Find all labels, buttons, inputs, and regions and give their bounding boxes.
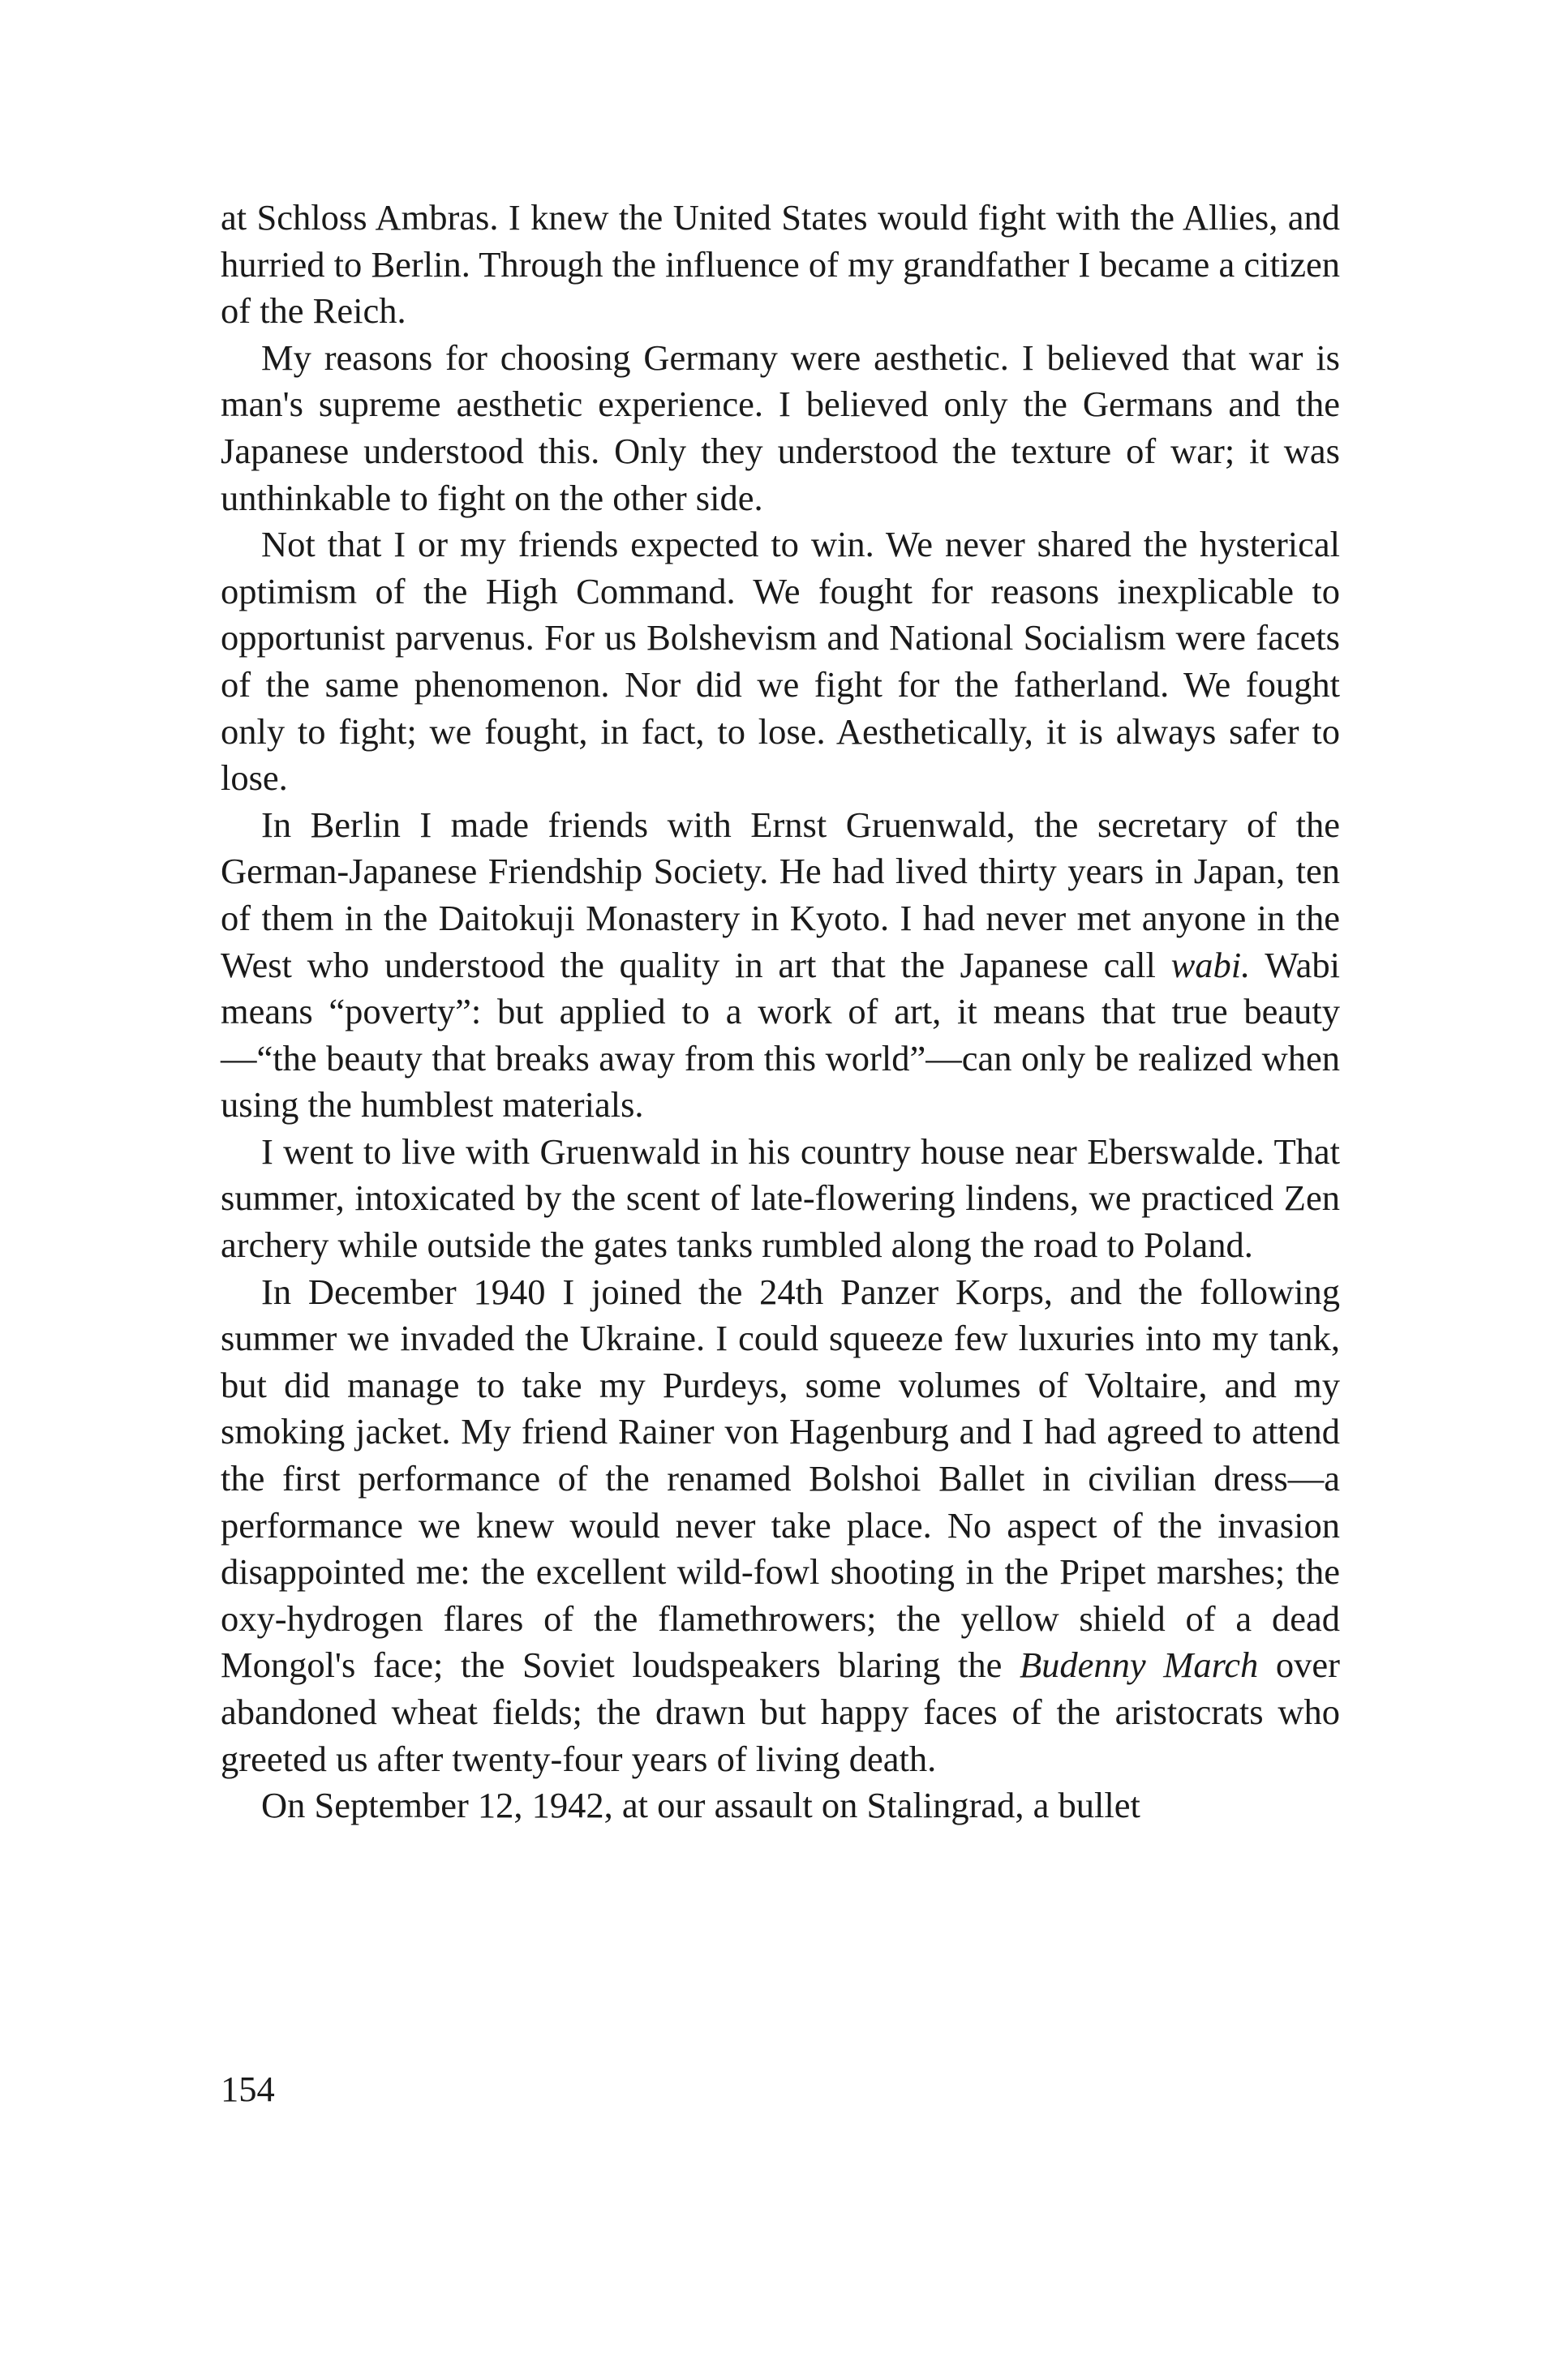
- paragraph-1: [221, 195, 1340, 335]
- paragraph-5-text: I went to live with Gruenwald in his country house near Eberswalde. That summer, intoxicated by the scent of late-flowering lindens, we practiced Zen archery while outside the gates tanks rumbled along the road to Poland.: [221, 1130, 1340, 1266]
- paragraph-6-text-b: over abandoned wheat fields; the drawn but happy faces of the aristocrats who greeted us after twenty-four years of living death.: [221, 1645, 1341, 1779]
- paragraph-2-text: My reasons for choosing Germany were aesthetic. I believed that war is man's supreme aesthetic experience. I believed only the Germans and the Japanese understood this. Only they understood the texture of war; it was unthinkable to fight on the other side.: [221, 337, 1340, 518]
- paragraph-4-italic-wabi: wabi.: [1170, 944, 1251, 985]
- paragraph-5: [221, 1129, 1340, 1269]
- paragraph-3: [221, 521, 1340, 802]
- paragraph-4-text-b: Wabi means “poverty”: but applied to a work of art, it means that true beauty—“the beauty that breaks away from this world”—can only be realized when using the humblest materials.: [221, 944, 1340, 1126]
- body-text: [221, 195, 1340, 1829]
- paragraph-2: [221, 335, 1340, 521]
- paragraph-7-text: On September 12, 1942, at our assault on Stalingrad, a bullet: [261, 1785, 1140, 1826]
- paragraph-6-italic-budenny-march: Budenny March: [1019, 1645, 1259, 1686]
- paragraph-3-text: Not that I or my friends expected to win. We never shared the hysterical optimism of the High Command. We fought for reasons inexplicable to opportunist parvenus. For us Bolshevism and National Socialism were facets of the same phenomenon. Nor did we fight for the fatherland. We fought only to fight; we fought, in fact, to lose. Aesthetically, it is always safer to lose.: [221, 524, 1340, 799]
- paragraph-1-text: at Schloss Ambras. I knew the United States would fight with the Allies, and hurried to Berlin. Through the influence of my grandfather I became a citizen of the Reich.: [221, 197, 1340, 332]
- paragraph-7: [221, 1782, 1340, 1829]
- paragraph-4-text-a: In Berlin I made friends with Ernst Gruenwald, the secretary of the German-Japanese Friendship Society. He had lived thirty years in Japan, ten of them in the Daitokuji Monastery in Kyoto. I had never met anyone in the West who understood the quality in art that the Japanese call: [221, 804, 1340, 985]
- page-number: 154: [221, 2069, 275, 2109]
- paragraph-6: [221, 1269, 1340, 1783]
- paragraph-6-text-a: In December 1940 I joined the 24th Panzer Korps, and the following summer we invaded the Ukraine. I could squeeze few luxuries into my tank, but did manage to take my Purdeys, some volumes of Voltaire, and my smoking jacket. My friend Rainer von Hagenburg and I had agreed to attend the first performance of the renamed Bolshoi Ballet in civilian dress—a performance we knew would never take place. No aspect of the invasion disappointed me: the excellent wild-fowl shooting in the Pripet marshes; the oxy-hydrogen flares of the flamethrowers; the yellow shield of a dead Mongol's face; the Soviet loudspeakers blaring the: [221, 1271, 1340, 1686]
- paragraph-4: [221, 802, 1340, 1129]
